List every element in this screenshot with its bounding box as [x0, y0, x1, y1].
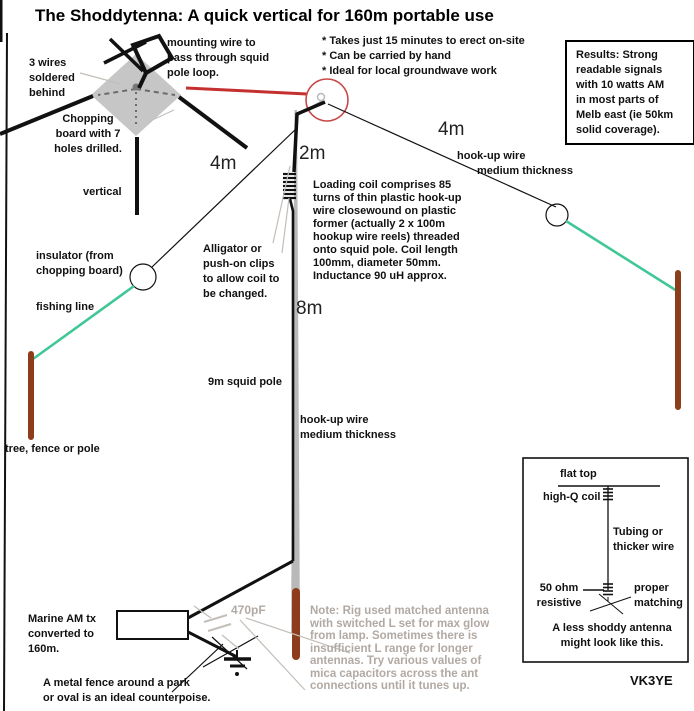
vertical-label: vertical [83, 186, 122, 198]
chopping-board-label: Chopping board with 7 holes drilled. [54, 113, 122, 155]
capacitor-lead-bottom [222, 635, 239, 649]
ground-dot [235, 672, 239, 676]
insulator-label: insulator (from chopping board) [36, 250, 123, 277]
red-mounting-wire [186, 88, 307, 94]
rig-note-label: Note: Rig used matched antenna with switched L set for max glow from lamp. Sometimes there is insufficient L range for longer antennas. Try various values of mica capacitors across the ant connections until it tunes up. [310, 605, 490, 692]
loading-coil-label: Loading coil comprises 85 turns of thin plastic hook-up wire closewound on plastic former (actually 2 x 100m hookup wire reels) threaded onto squid pole. Coil length 100mm, diameter 50mm. Inductance 90 uH approx. [313, 179, 462, 282]
squid-pole-label: 9m squid pole [208, 376, 282, 388]
inset-matching-label: proper matching [634, 582, 683, 609]
segment-4m-left-label: 4m [210, 153, 237, 174]
counterpoise-x-1 [203, 636, 258, 667]
capacitor-plate-2 [208, 624, 231, 631]
hookup-wire-mid-label: hook-up wire medium thickness [300, 414, 396, 441]
fishing-line-label: fishing line [36, 301, 95, 313]
hookup-wire-right-label: hook-up wire medium thickness [457, 150, 573, 177]
page-title: The Shoddytenna: A quick vertical for 160m portable use [35, 6, 494, 25]
inset-tubing-label: Tubing or thicker wire [613, 526, 675, 553]
capacitor-value-label: 470pF [231, 603, 266, 617]
results-text: Results: Strong readable signals with 10 watts AM in most parts of Melb east (ie 50km solid coverage). [576, 49, 674, 136]
pointer-alligator-2 [282, 198, 289, 253]
marine-tx-label: Marine AM tx converted to 160m. [28, 613, 97, 655]
fishing-line-left [33, 286, 134, 359]
squid-pole-loop [318, 94, 325, 101]
pole-tip-highlight-circle [306, 79, 348, 121]
transmitter-box [117, 611, 188, 639]
inset-ohm-label: 50 ohm resistive [536, 582, 582, 609]
pointer-alligator-1 [273, 166, 290, 243]
inset-flat-top-label: flat top [560, 468, 597, 480]
insulator-circle-right [546, 204, 568, 226]
inset-high-q-label: high-Q coil [543, 491, 601, 503]
tree-fence-pole-label: tree, fence or pole [5, 443, 100, 455]
fishing-line-right [566, 221, 677, 291]
board-wire-right [179, 97, 247, 148]
feature-bullets: * Takes just 15 minutes to erect on-site * Can be carried by hand * Ideal for local groundwave work [322, 35, 525, 77]
segment-2m-label: 2m [299, 143, 326, 164]
frame-left-line [4, 33, 7, 711]
inset-caption-label: A less shoddy antenna might look like this. [552, 622, 672, 649]
counterpoise-label: A metal fence around a park or oval is an ideal counterpoise. [43, 677, 211, 704]
segment-4m-right-label: 4m [438, 119, 465, 140]
wire-8m-section [290, 199, 293, 561]
three-wires-label: 3 wires soldered behind [29, 57, 75, 99]
segment-8m-label: 8m [296, 298, 323, 319]
results-box [565, 40, 694, 145]
callsign-label: VK3YE [630, 673, 673, 688]
mounting-wire-label: mounting wire to pass through squid pole loop. [167, 37, 270, 79]
alligator-clips-label: Alligator or push-on clips to allow coil to be changed. [203, 243, 280, 300]
